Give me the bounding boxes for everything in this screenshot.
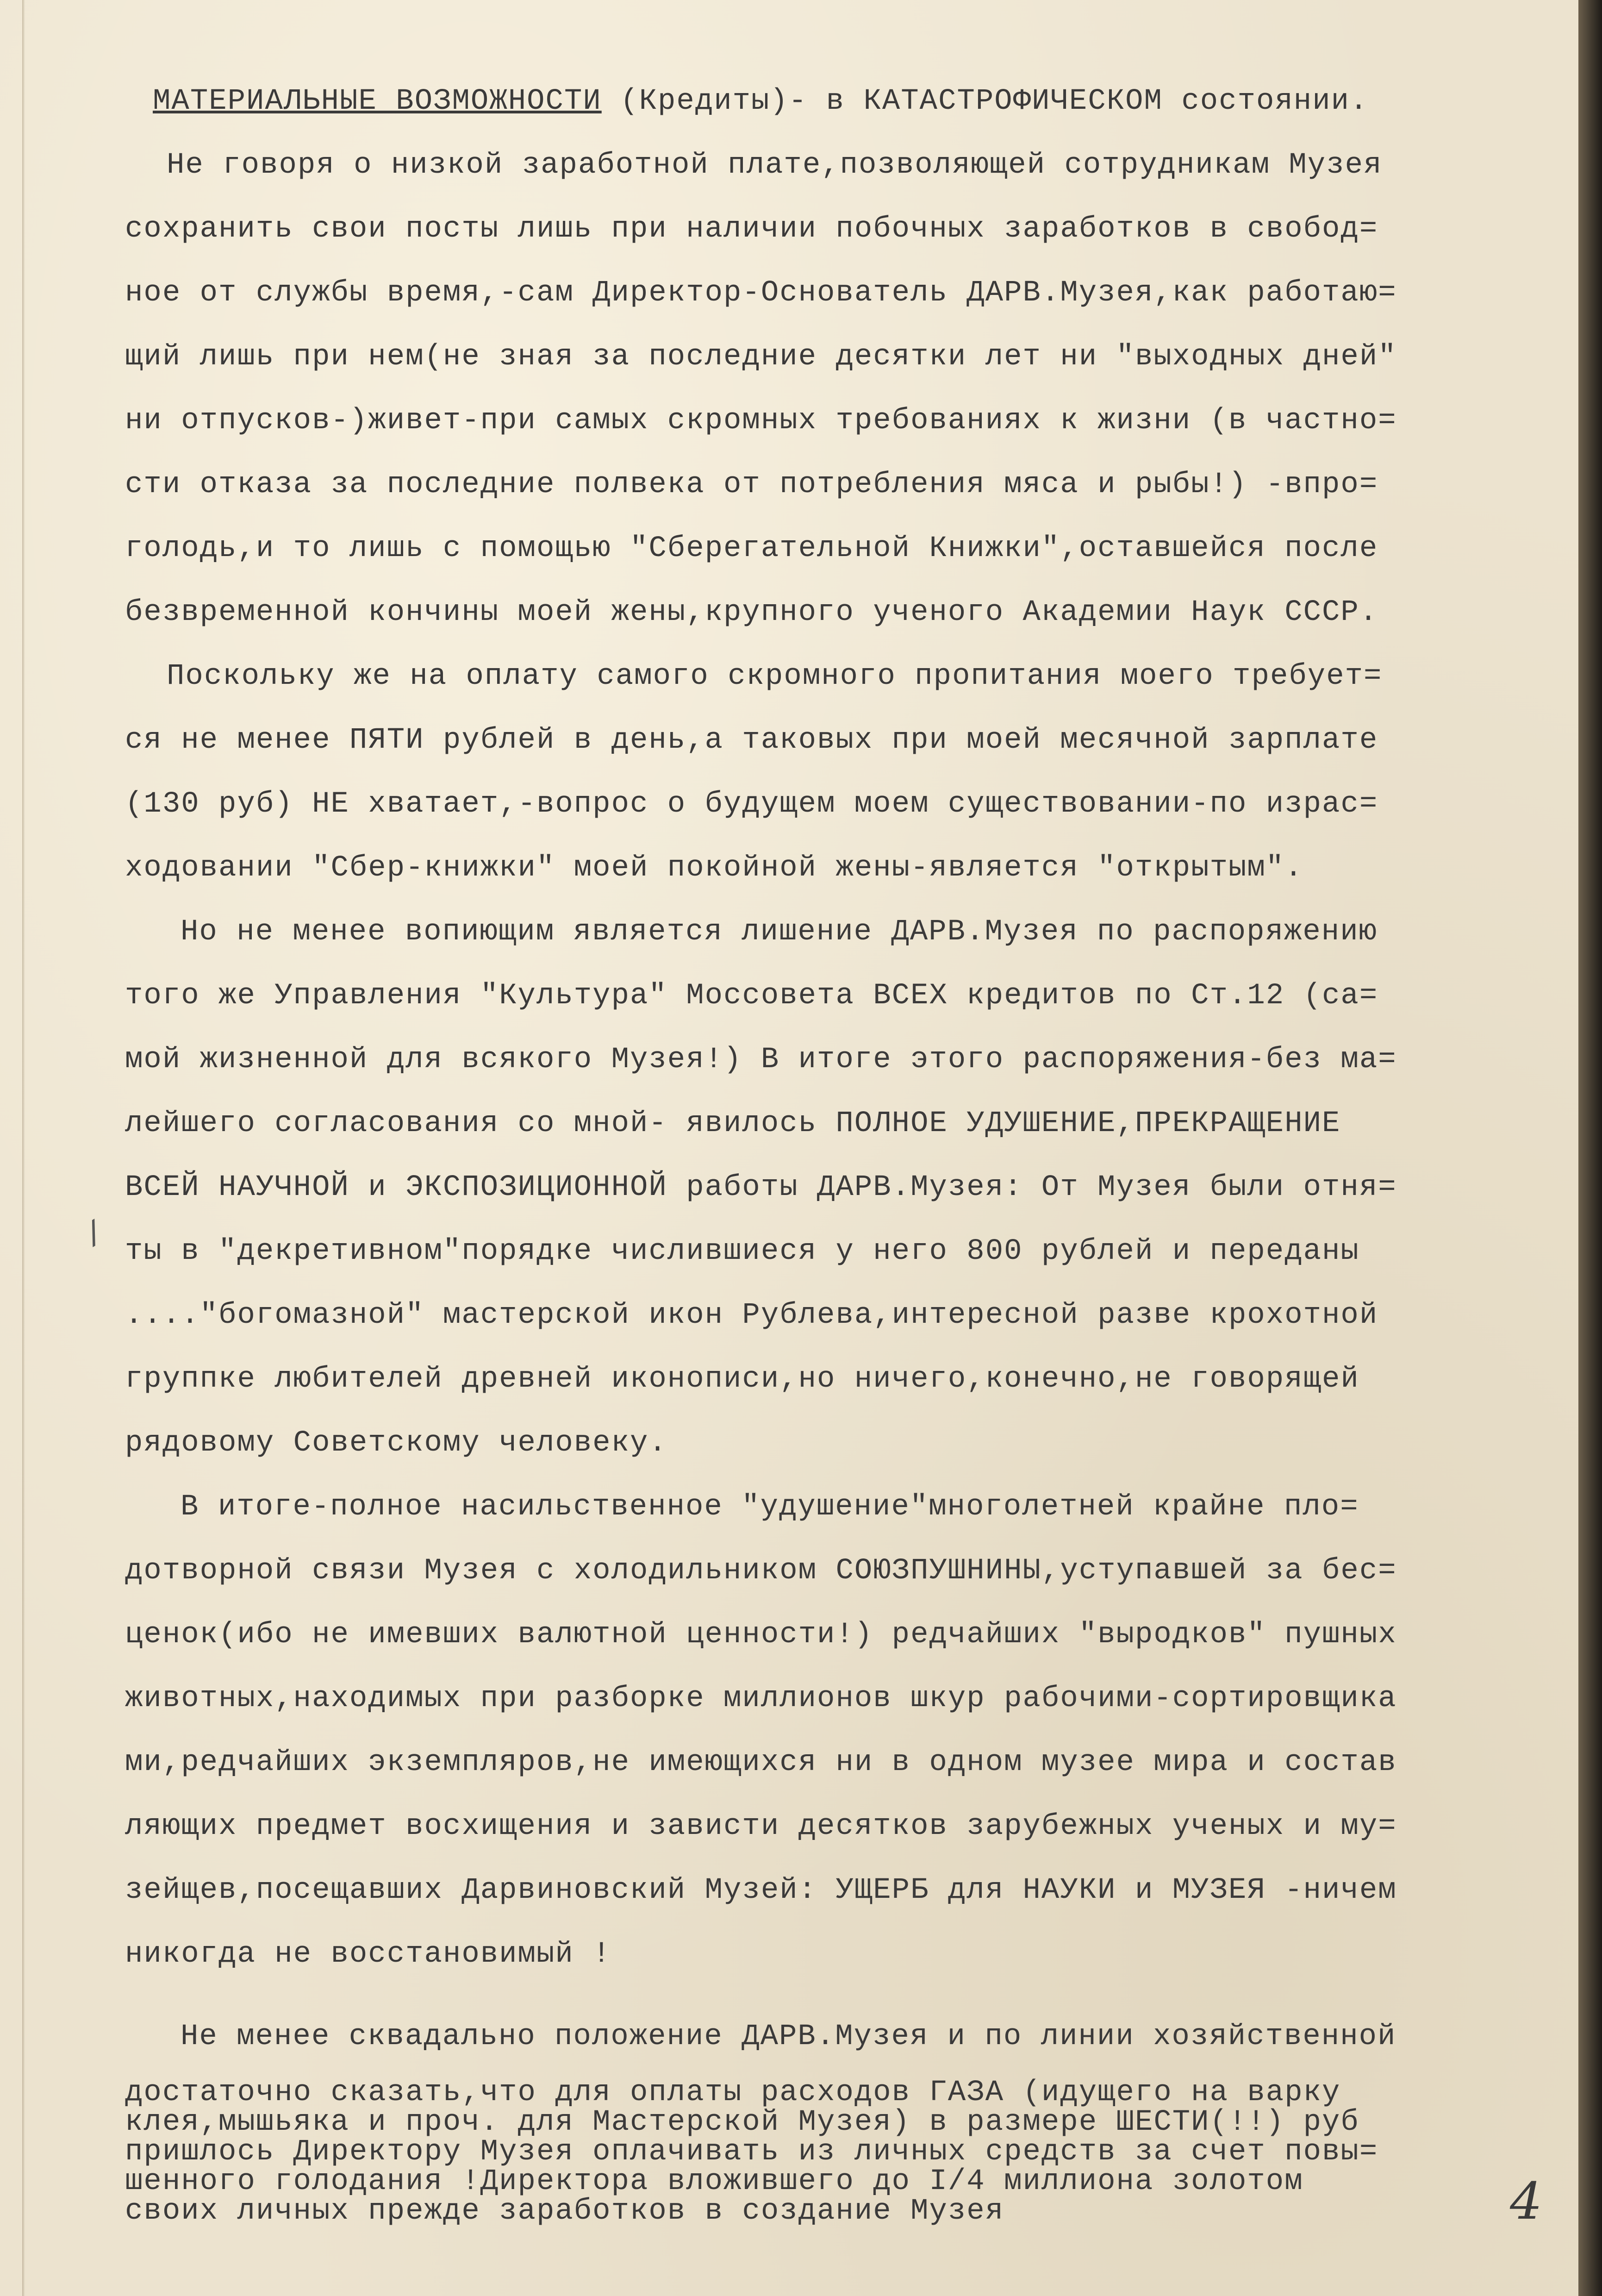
text-line-4: щий лишь при нем(не зная за последние десятки лет ни "выходных дней" <box>125 340 1397 374</box>
heading-rest: (Кредиты)- в КАТАСТРОФИЧЕСКОМ состоянии. <box>601 85 1369 118</box>
text-line-6: сти отказа за последние полвека от потребления мяса и рыбы!) -впро= <box>125 468 1378 501</box>
typed-text-body <box>125 69 1537 2226</box>
text-line-33: пришлось Директору Музея оплачивать из личных средств за счет повы= <box>125 2137 1378 2167</box>
page-fold-shadow <box>22 0 25 2296</box>
scan-edge-shadow <box>1578 0 1602 2296</box>
text-line-29: никогда не восстановимый ! <box>125 1938 611 1971</box>
text-line-20: группке любителей древней иконописи,но ничего,конечно,не говорящей <box>125 1363 1359 1396</box>
text-line-32: клея,мышьяка и проч. для Мастерской Музея) в размере ШЕСТИ(!!) руб <box>125 2108 1359 2137</box>
text-line-12: ходовании "Сбер-книжки" моей покойной жены-является "открытым". <box>125 851 1303 885</box>
text-line-15: мой жизненной для всякого Музея!) В итоге этого распоряжения-без ма= <box>125 1043 1397 1076</box>
text-line-8: безвременной кончины моей жены,крупного ученого Академии Наук СССР. <box>125 596 1378 629</box>
text-line-30: Не менее сквадально положение ДАРВ.Музея и по линии хозяйственной <box>181 2020 1396 2053</box>
text-line-2: сохранить свои посты лишь при наличии побочных заработков в свобод= <box>125 213 1378 246</box>
text-line-35: своих личных прежде заработков в создание Музея <box>125 2196 1004 2226</box>
text-line-27: ляющих предмет восхищения и зависти десятков зарубежных ученых и му= <box>125 1810 1397 1843</box>
text-line-1: Не говоря о низкой заработной плате,позволяющей сотрудникам Музея <box>167 149 1383 182</box>
text-line-3: ное от службы время,-сам Директор-Основатель ДАРВ.Музея,как работаю= <box>125 276 1397 310</box>
heading-underlined: МАТЕРИАЛЬНЫЕ ВОЗМОЖНОСТИ <box>153 85 602 118</box>
text-line-11: (130 руб) НЕ хватает,-вопрос о будущем моем существовании-по израс= <box>125 788 1378 821</box>
text-line-9: Поскольку же на оплату самого скромного пропитания моего требует= <box>167 660 1383 693</box>
text-line-22: В итоге-полное насильственное "удушение"многолетней крайне пло= <box>181 1490 1359 1524</box>
text-line-5: ни отпусков-)живет-при самых скромных требованиях к жизни (в частно= <box>125 404 1397 438</box>
text-line-18: ты в "декретивном"порядке числившиеся у него 800 рублей и переданы <box>125 1235 1359 1268</box>
text-line-28: зейщев,посещавших Дарвиновский Музей: УЩЕРБ для НАУКИ и МУЗЕЯ -ничем <box>125 1874 1397 1907</box>
text-line-10: ся не менее ПЯТИ рублей в день,а таковых при моей месячной зарплате <box>125 724 1378 757</box>
text-line-34: шенного голодания !Директора вложившего до I/4 миллиона золотом <box>125 2167 1303 2196</box>
text-line-26: ми,редчайших экземпляров,не имеющихся ни в одном музее мира и состав <box>125 1746 1397 1779</box>
text-line-13: Но не менее вопиющим является лишение ДАРВ.Музея по распоряжению <box>181 915 1378 949</box>
text-line-16: лейшего согласования со мной- явилось ПОЛНОЕ УДУШЕНИЕ,ПРЕКРАЩЕНИЕ <box>125 1107 1341 1140</box>
handwritten-page-number: 4 <box>1510 2171 1542 2231</box>
heading-line <box>125 69 1537 133</box>
text-line-23: дотворной связи Музея с холодильником СОЮЗПУШНИНЫ,уступавшей за бес= <box>125 1554 1397 1588</box>
text-line-19: ...."богомазной" мастерской икон Рублева,интересной разве крохотной <box>125 1299 1378 1332</box>
margin-pencil-mark: / <box>78 1215 113 1257</box>
text-line-21: рядовому Советскому человеку. <box>125 1426 667 1460</box>
text-line-14: того же Управления "Культура" Моссовета ВСЕХ кредитов по Ст.12 (са= <box>125 979 1378 1013</box>
text-line-25: животных,находимых при разборке миллионов шкур рабочими-сортировщика <box>125 1682 1397 1715</box>
text-line-24: ценок(ибо не имевших валютной ценности!) редчайших "выродков" пушных <box>125 1618 1397 1652</box>
text-line-31: достаточно сказать,что для оплаты расходов ГАЗА (идущего на варку <box>125 2078 1341 2108</box>
text-line-17: ВСЕЙ НАУЧНОЙ и ЭКСПОЗИЦИОННОЙ работы ДАРВ.Музея: От Музея были отня= <box>125 1171 1397 1204</box>
text-line-7: голодь,и то лишь с помощью "Сберегательной Книжки",оставшейся после <box>125 532 1378 565</box>
